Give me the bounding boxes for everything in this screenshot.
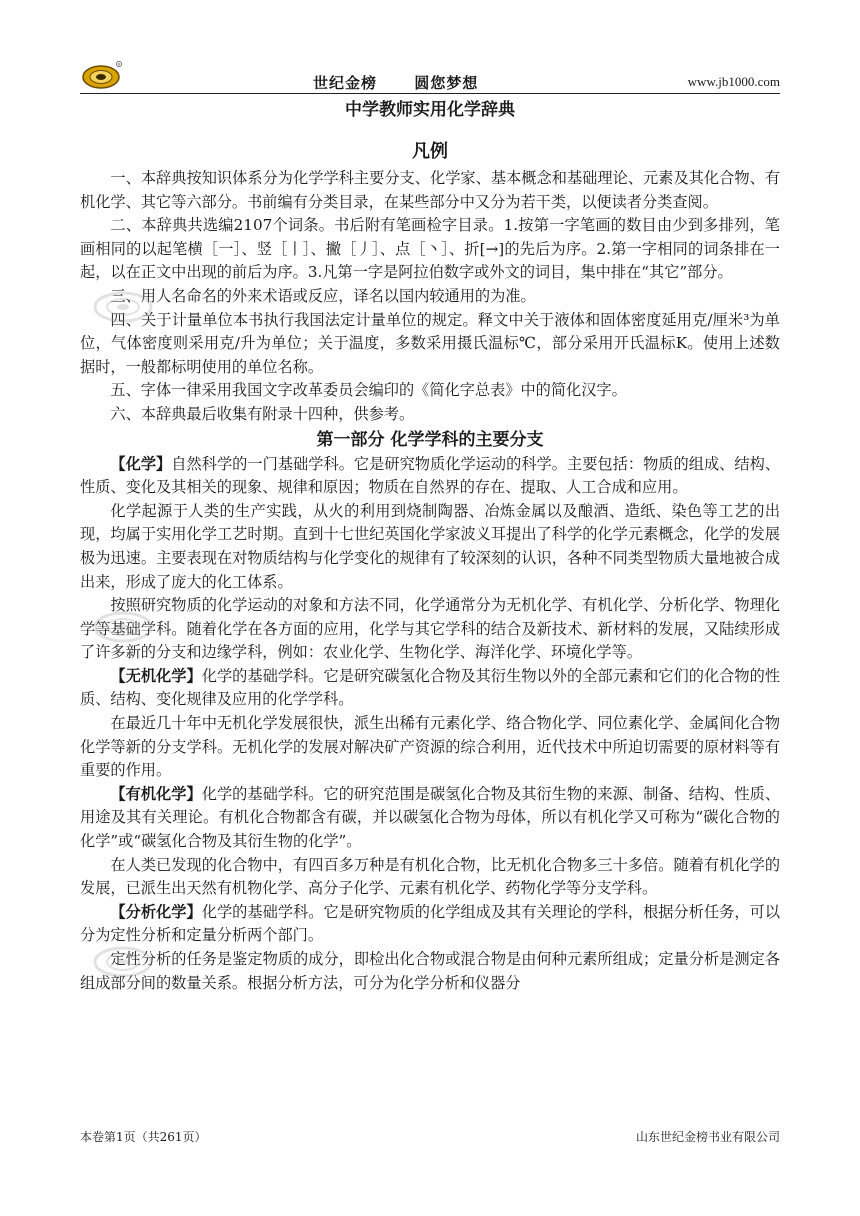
entry-paragraph [80,783,780,854]
part-heading: 第一部分 化学学科的主要分支 [316,429,544,450]
century-golden-list-logo-icon [80,60,122,90]
entry-paragraph [80,665,780,712]
entry-term: 【无机化学】 [110,666,202,685]
century-golden-list-watermark-icon [92,290,154,324]
page-number: 本卷第1页（共261页） [80,1130,207,1144]
header-divider [80,93,780,94]
document-body [80,95,780,995]
entry-text: 化学的基础学科。它是研究物质的化学组成及其有关理论的学科，根据分析任务，可以分为定性分析和定量分析两个部门。 [80,902,781,945]
entry-term: 【有机化学】 [110,784,202,803]
entry-paragraph: 在最近几十年中无机化学发展很快，派生出稀有元素化学、络合物化学、同位素化学、金属间化合物化学等新的分支学科。无机化学的发展对解决矿产资源的综合利用，近代技术中所迫切需要的原材料等有重要的作用。 [80,714,780,780]
entry-term: 【化学】 [110,454,172,473]
header-url: www.jb1000.com [687,74,780,89]
note-paragraph: 三、用人名命名的外来术语或反应，译名以国内较通用的为准。 [110,286,536,305]
document-title: 中学教师实用化学辞典 [345,100,515,120]
century-golden-list-watermark-icon [92,610,154,644]
entry-text: 化学的基础学科。它是研究碳氢化合物及其衍生物以外的全部元素和它们的化合物的性质、结构、变化规律及应用的化学学科。 [80,666,781,709]
svg-text:R: R [117,62,121,67]
publisher-name: 山东世纪金榜书业有限公司 [635,1130,780,1144]
note-paragraph: 六、本辞典最后收集有附录十四种，供参考。 [110,404,415,423]
entry-paragraph: 在人类已发现的化合物中，有四百多万种是有机化合物，比无机化合物多三十多倍。随着有机化学的发展，已派生出天然有机物化学、高分子化学、元素有机化学、药物化学等分支学科。 [80,855,780,898]
note-paragraph: 一、本辞典按知识体系分为化学学科主要分支、化学家、基本概念和基础理论、元素及其化合物、有机化学、其它等六部分。书前编有分类目录，在某些部分中又分为若干类，以便读者分类查阅。 [80,169,780,211]
section-heading: 凡例 [412,141,448,162]
page-header [80,60,780,96]
note-paragraph: 五、字体一律采用我国文字改革委员会编印的《简化字总表》中的简化汉字。 [110,381,627,400]
entry-paragraph: 化学起源于人类的生产实践，从火的利用到烧制陶器、冶炼金属以及酿酒、造纸、染色等工艺的出现，均属于实用化学工艺时期。直到十七世纪英国化学家波义耳提出了科学的化学元素概念，化学的发展极为迅速。主要表现在对物质结构与化学变化的规律有了较深刻的认识，各种不同类型物质大量地被合成出来，形成了庞大的化工体系。 [80,501,780,591]
entry-term: 【分析化学】 [110,902,202,921]
century-golden-list-watermark-icon [92,945,154,979]
entry-text: 自然科学的一门基础学科。它是研究物质化学运动的科学。主要包括：物质的组成、结构、性质、变化及其相关的现象、规律和原因；物质在自然界的存在、提取、人工合成和应用。 [80,454,781,497]
header-title: 世纪金榜 圆您梦想 [313,74,479,92]
entry-paragraph [80,453,780,500]
entry-paragraph: 定性分析的任务是鉴定物质的成分，即检出化合物或混合物是由何种元素所组成；定量分析是测定各组成部分间的数量关系。根据分析方法，可分为化学分析和仪器分 [80,950,780,992]
note-paragraph: 二、本辞典共选编2107个词条。书后附有笔画检字目录。1.按第一字笔画的数目由少到多排列，笔画相同的以起笔横［一］、竖［丨］、撇［丿］、点［丶］、折[→]的先后为序。2.第一字相同的词条排在一起，以在正文中出现的前后为序。3.凡第一字是阿拉伯数字或外文的词目，集中排在“其它”部分。 [80,216,780,282]
entry-paragraph: 按照研究物质的化学运动的对象和方法不同，化学通常分为无机化学、有机化学、分析化学、物理化学等基础学科。随着化学在各方面的应用，化学与其它学科的结合及新技术、新材料的发展，又陆续形成了许多新的分支和边缘学科，例如：农业化学、生物化学、海洋化学、环境化学等。 [80,596,780,662]
entry-paragraph [80,901,780,948]
note-paragraph: 四、关于计量单位本书执行我国法定计量单位的规定。释文中关于液体和固体密度延用克/厘米³为单位，气体密度则采用克/升为单位；关于温度，多数采用摄氏温标℃，部分采用开氏温标K。使用上述数据时，一般都标明使用的单位名称。 [80,310,780,376]
entry-text: 化学的基础学科。它的研究范围是碳氢化合物及其衍生物的来源、制备、结构、性质、用途及其有关理论。有机化合物都含有碳，并以碳氢化合物为母体，所以有机化学又可称为“碳化合物的化学”或“碳氢化合物及其衍生物的化学”。 [80,784,781,851]
